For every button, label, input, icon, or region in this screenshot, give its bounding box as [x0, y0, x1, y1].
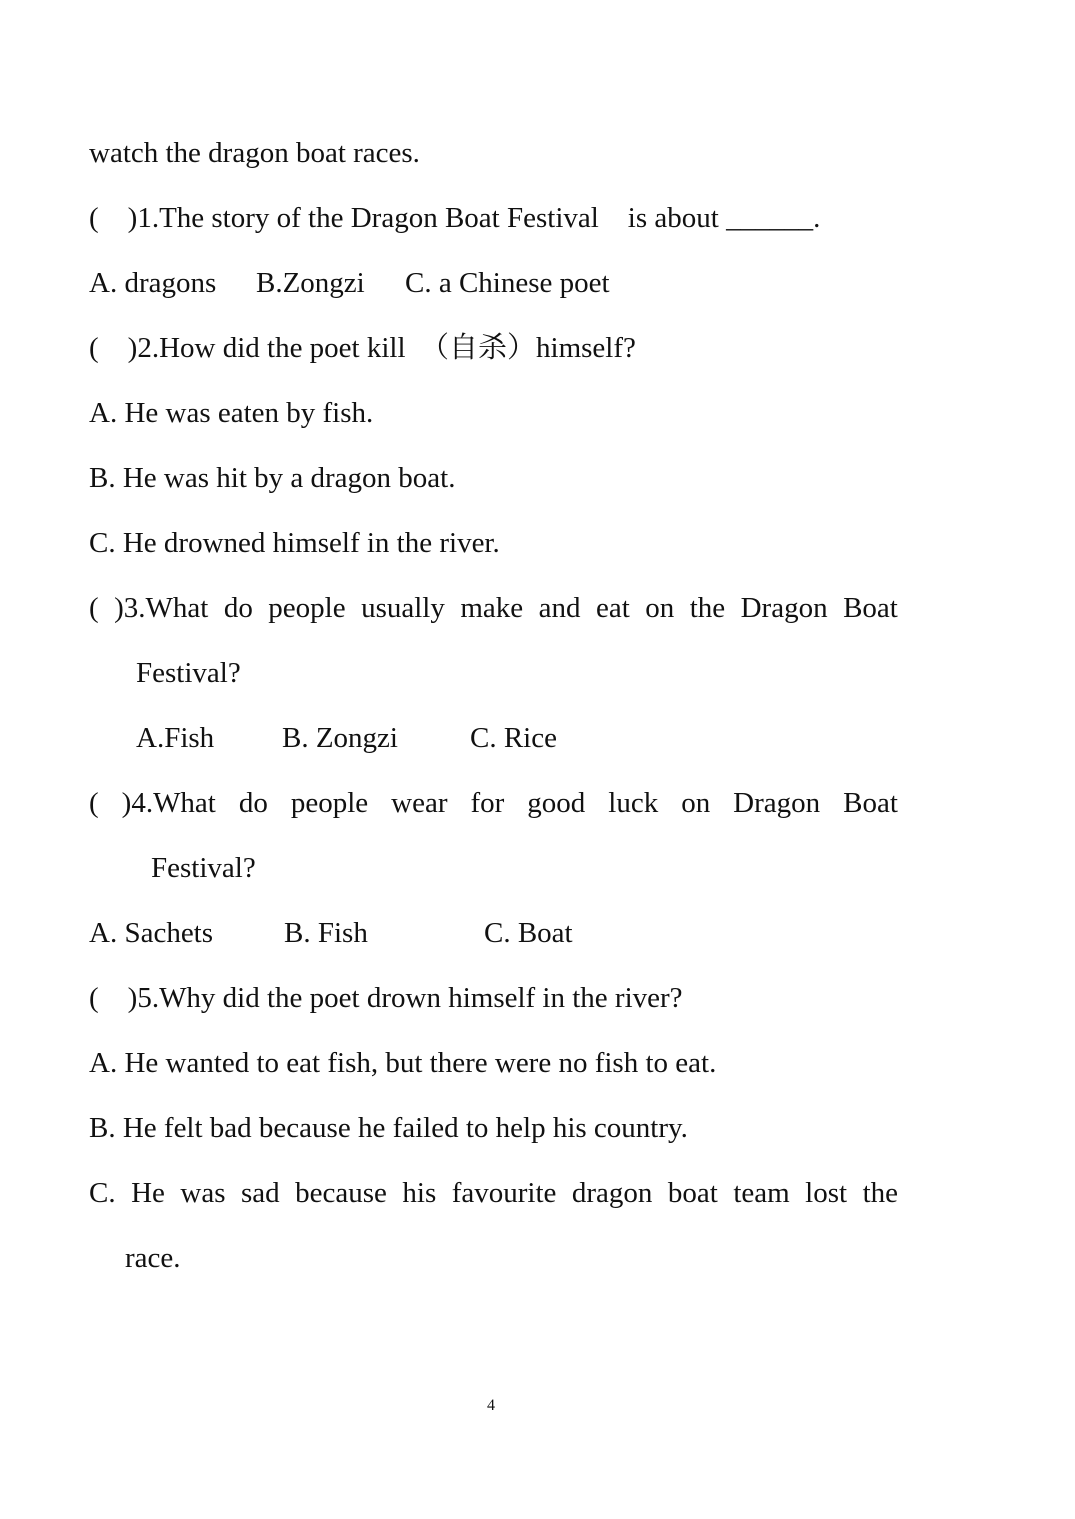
option-word: lost: [805, 1177, 848, 1209]
option-word: the: [862, 1177, 898, 1209]
stem-word: (: [89, 592, 99, 624]
stem-word: )3.What: [114, 592, 209, 624]
question-4-option-b: B. Fish: [284, 917, 368, 949]
option-word: sad: [240, 1177, 280, 1209]
question-5-stem: ( )5.Why did the poet drown himself in the river?: [89, 982, 683, 1014]
question-5-option-c-continued: race.: [125, 1242, 181, 1274]
question-4-option-c: C. Boat: [484, 917, 573, 949]
stem-word: )4.What: [121, 787, 216, 819]
question-2-option-b: B. He was hit by a dragon boat.: [89, 462, 456, 494]
stem-word: and: [538, 592, 581, 624]
question-2-option-a: A. He was eaten by fish.: [89, 397, 374, 429]
question-1-stem: ( )1.The story of the Dragon Boat Festival is about ______.: [89, 202, 821, 234]
stem-word: good: [527, 787, 586, 819]
question-1-option-b: B.Zongzi: [256, 267, 365, 299]
option-word: favourite: [451, 1177, 557, 1209]
intro-tail: watch the dragon boat races.: [89, 137, 420, 169]
stem-word: do: [238, 787, 268, 819]
stem-word: people: [268, 592, 346, 624]
question-3-option-b: B. Zongzi: [282, 722, 398, 754]
option-word: because: [295, 1177, 387, 1209]
option-word: C.: [89, 1177, 116, 1209]
stem-word: Dragon: [740, 592, 828, 624]
question-1-option-c: C. a Chinese poet: [405, 267, 610, 299]
question-2-option-c: C. He drowned himself in the river.: [89, 527, 500, 559]
stem-word: on: [645, 592, 675, 624]
question-2-stem: ( )2.How did the poet kill （自杀）himself?: [89, 332, 636, 364]
question-4-stem-continued: Festival?: [151, 852, 256, 884]
stem-word: eat: [595, 592, 630, 624]
stem-word: do: [223, 592, 253, 624]
question-5-option-c: [89, 1176, 898, 1210]
stem-word: usually: [361, 592, 445, 624]
stem-word: Boat: [843, 592, 898, 624]
question-4-stem: [89, 786, 898, 820]
stem-word: for: [470, 787, 505, 819]
stem-word: (: [89, 787, 99, 819]
question-5-option-a: A. He wanted to eat fish, but there were no fish to eat.: [89, 1047, 717, 1079]
question-3-stem: [89, 591, 898, 625]
stem-word: on: [681, 787, 711, 819]
option-word: was: [180, 1177, 226, 1209]
option-word: his: [402, 1177, 437, 1209]
question-3-option-a: A.Fish: [136, 722, 215, 754]
question-3-stem-continued: Festival?: [136, 657, 241, 689]
stem-word: make: [460, 592, 524, 624]
question-3-option-c: C. Rice: [470, 722, 557, 754]
stem-word: wear: [391, 787, 448, 819]
stem-word: Dragon: [733, 787, 821, 819]
question-4-option-a: A. Sachets: [89, 917, 214, 949]
option-word: team: [733, 1177, 790, 1209]
option-word: dragon: [571, 1177, 653, 1209]
option-word: He: [131, 1177, 165, 1209]
question-5-option-b: B. He felt bad because he failed to help his country.: [89, 1112, 688, 1144]
question-1-option-a: A. dragons: [89, 267, 217, 299]
stem-word: luck: [608, 787, 659, 819]
stem-word: the: [689, 592, 726, 624]
stem-word: Boat: [843, 787, 898, 819]
option-word: boat: [667, 1177, 718, 1209]
stem-word: people: [290, 787, 369, 819]
page-number: 4: [487, 1397, 495, 1414]
